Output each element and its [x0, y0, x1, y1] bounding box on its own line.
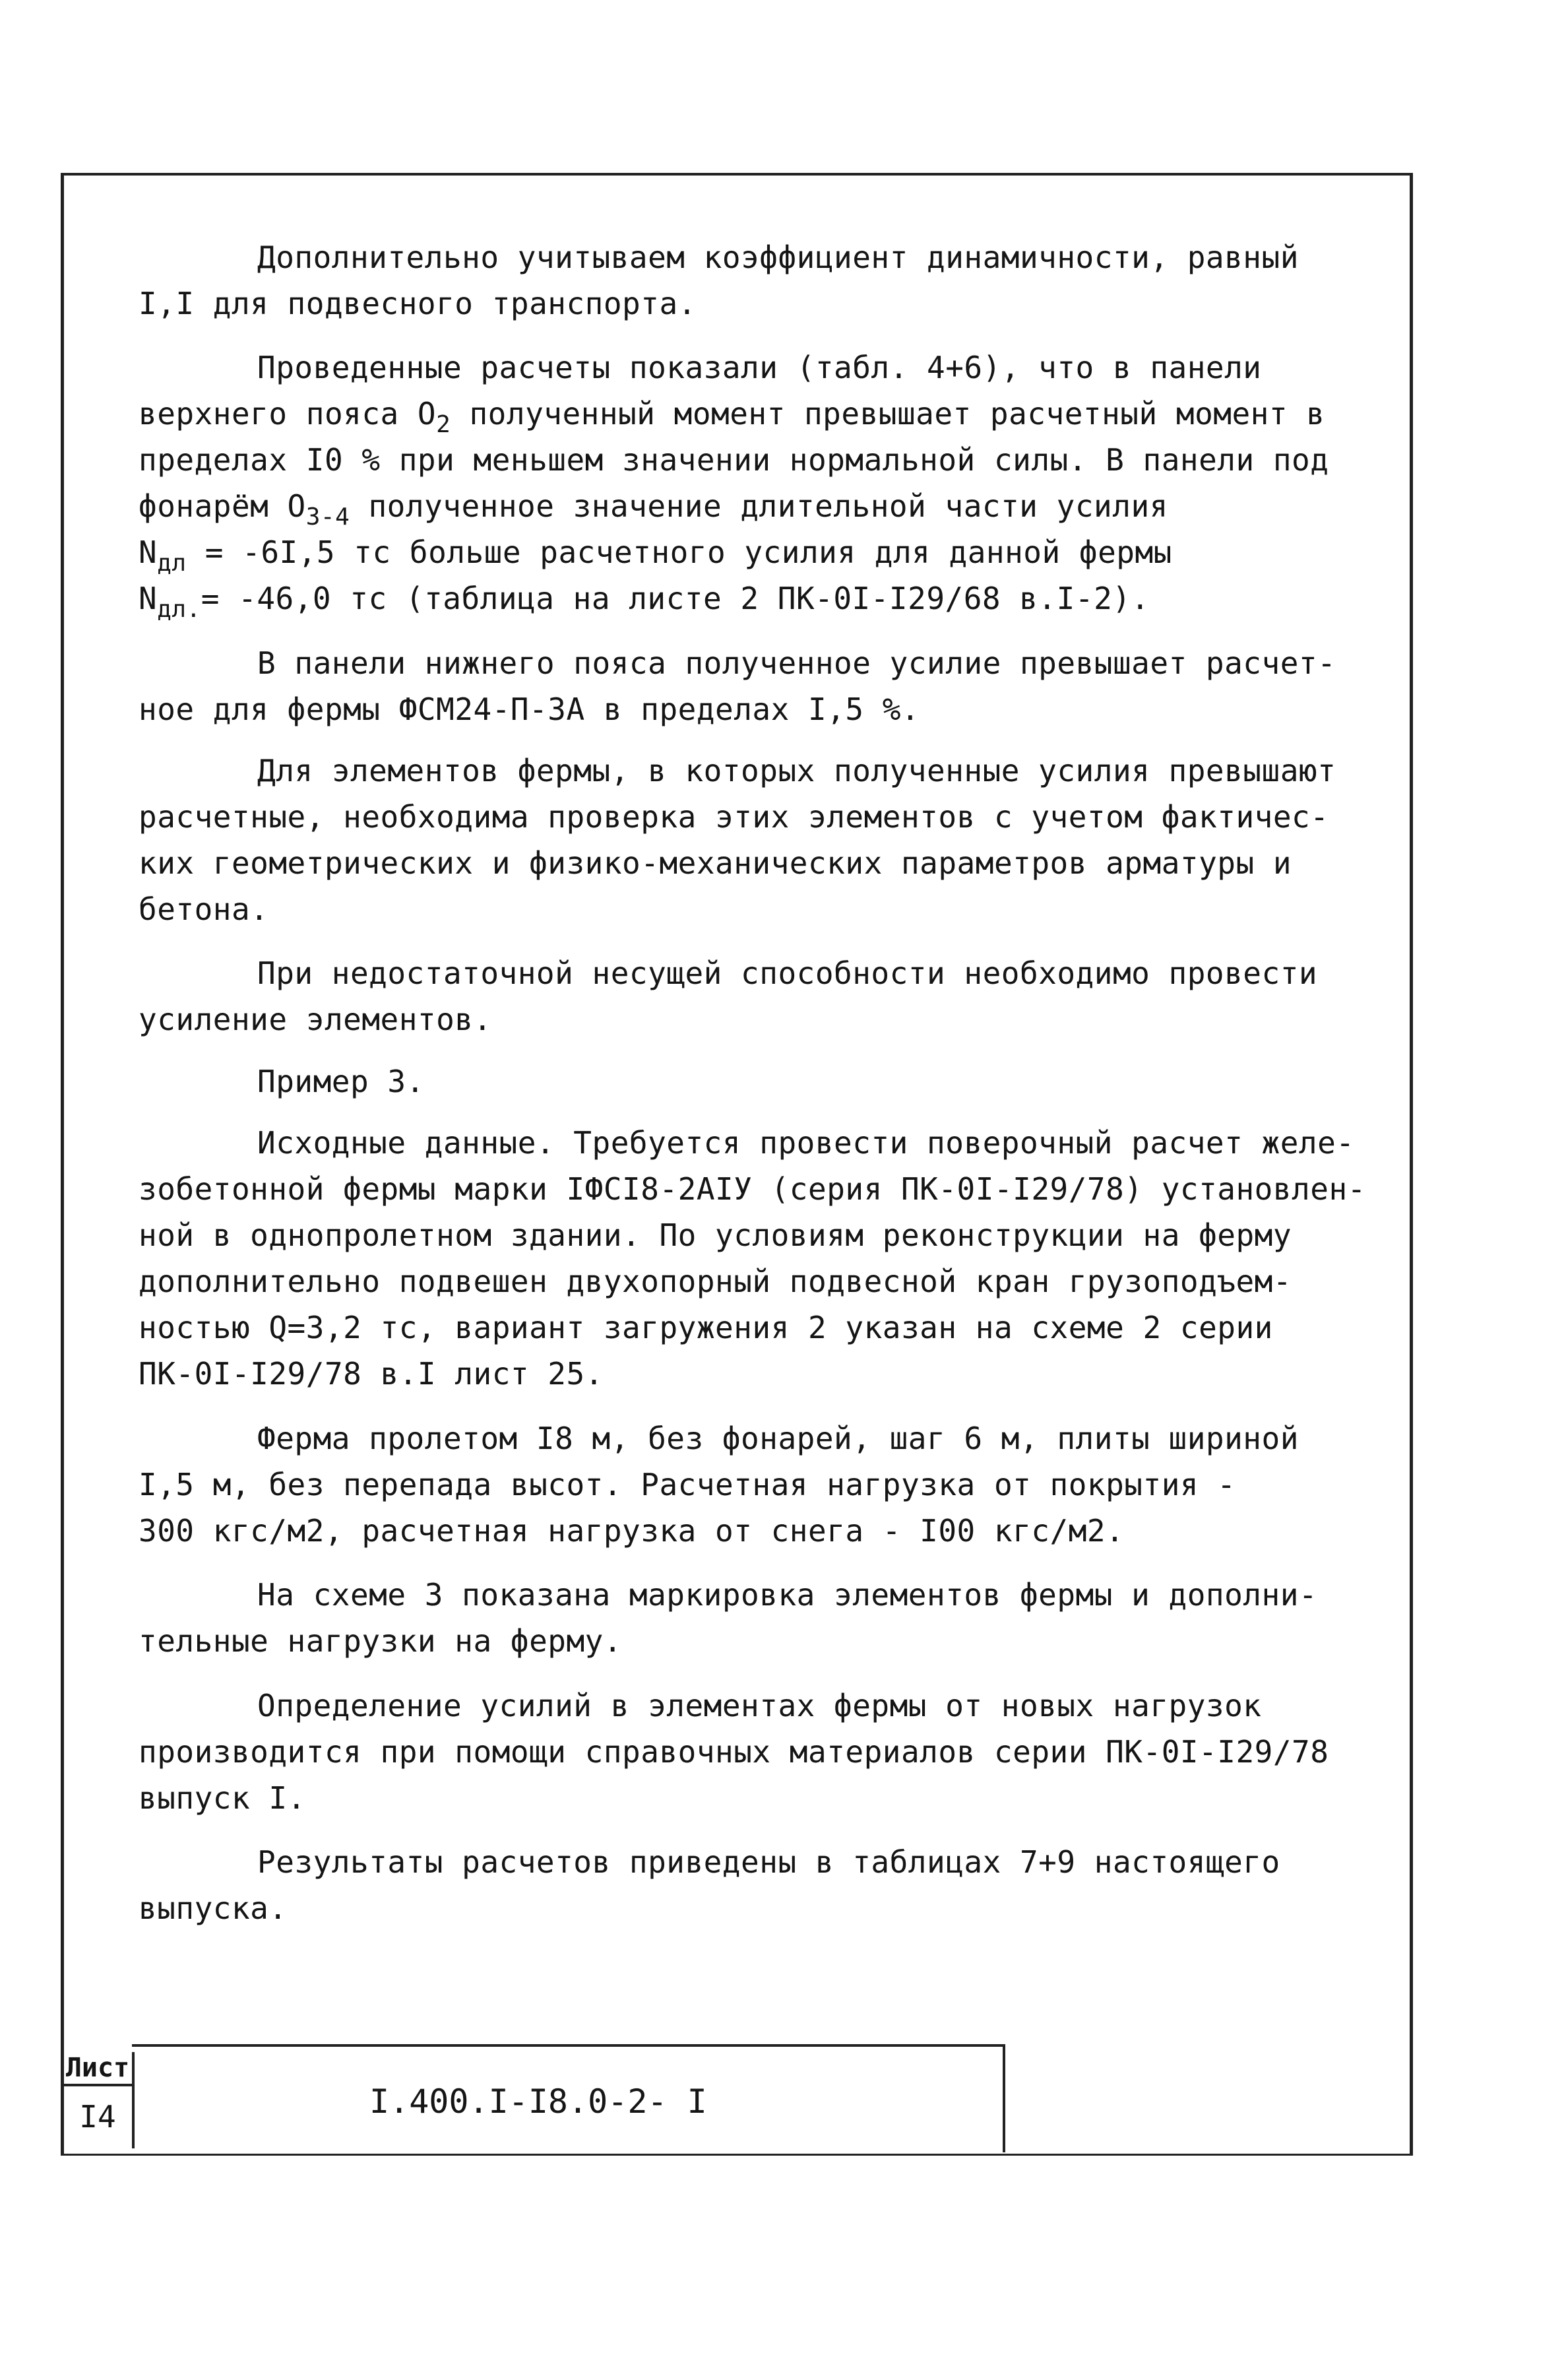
paragraph-line: бетона.: [139, 891, 269, 927]
paragraph-line: Ферма пролетом I8 м, без фонарей, шаг 6 м, плиты шириной: [257, 1421, 1299, 1456]
paragraph-line: $N_{дл} = -6I,5$ тс больше расчетного усилия для данной фермы: [139, 534, 1172, 577]
paragraph-line: зобетонной фермы марки IФСI8-2АIУ (серия ПК-0I-I29/78) установлен-: [139, 1171, 1366, 1207]
paragraph-line: I,5 м, без перепада высот. Расчетная нагрузка от покрытия -: [139, 1467, 1236, 1502]
paragraph-line: ной в однопролетном здании. По условиям реконструкции на ферму: [139, 1217, 1292, 1253]
paragraph-line: усиление элементов.: [139, 1002, 492, 1037]
paragraph-line: $N_{дл.}= -46,0$ тс (таблица на листе 2 ПК-0I-I29/68 в.I-2).: [139, 581, 1150, 623]
paragraph-line: дополнительно подвешен двухопорный подвесной кран грузоподъем-: [139, 1264, 1292, 1299]
paragraph-line: фонарём $O_{3-4}$ полученное значение длительной части усилия: [139, 488, 1168, 531]
paragraph-line: тельные нагрузки на ферму.: [139, 1623, 623, 1659]
paragraph-line: Результаты расчетов приведены в таблицах 7+9 настоящего: [257, 1844, 1280, 1880]
paragraph-line: расчетные, необходима проверка этих элементов с учетом фактичес-: [139, 799, 1329, 835]
paragraph-line: Дополнительно учитываем коэффициент динамичности, равный: [257, 240, 1299, 275]
paragraph-line: ностью Q=3,2 тс, вариант загружения 2 указан на схеме 2 серии: [139, 1310, 1273, 1345]
sheet-label: Лист: [63, 2052, 135, 2086]
paragraph-line: При недостаточной несущей способности необходимо провести: [257, 955, 1318, 991]
paragraph-line: ное для фермы ФСМ24-П-3А в пределах I,5 %.: [139, 691, 920, 727]
paragraph-line: выпуск I.: [139, 1780, 306, 1816]
paragraph-line: Определение усилий в элементах фермы от новых нагрузок: [257, 1688, 1262, 1723]
paragraph-line: На схеме 3 показана маркировка элементов фермы и дополни-: [257, 1577, 1318, 1613]
document-code: I.400.I-I8.0-2- I: [369, 2082, 707, 2121]
paragraph-line: Для элементов фермы, в которых полученные усилия превышают: [257, 753, 1336, 788]
paragraph-line: ПК-0I-I29/78 в.I лист 25.: [139, 1356, 604, 1392]
sheet-number: I4: [63, 2085, 135, 2148]
paragraph-line: верхнего пояса $O_2$ полученный момент превышает расчетный момент в: [139, 396, 1325, 438]
paragraph-line: Исходные данные. Требуется провести поверочный расчет желе-: [257, 1125, 1355, 1161]
paragraph-line: ких геометрических и физико-механических параметров арматуры и: [139, 845, 1292, 881]
paragraph-line: I,I для подвесного транспорта.: [139, 286, 697, 321]
example-heading: Пример 3.: [257, 1064, 425, 1099]
paragraph-line: Проведенные расчеты показали (табл. 4+6), что в панели: [257, 350, 1262, 385]
paragraph-line: 300 кгс/м2, расчетная нагрузка от снега - I00 кгс/м2.: [139, 1513, 1125, 1549]
paragraph-line: пределах I0 % при меньшем значении нормальной силы. В панели под: [139, 442, 1329, 478]
paragraph-line: выпуска.: [139, 1890, 288, 1926]
paragraph-line: В панели нижнего пояса полученное усилие превышает расчет-: [257, 645, 1336, 681]
paragraph-line: производится при помощи справочных материалов серии ПК-0I-I29/78: [139, 1734, 1329, 1770]
